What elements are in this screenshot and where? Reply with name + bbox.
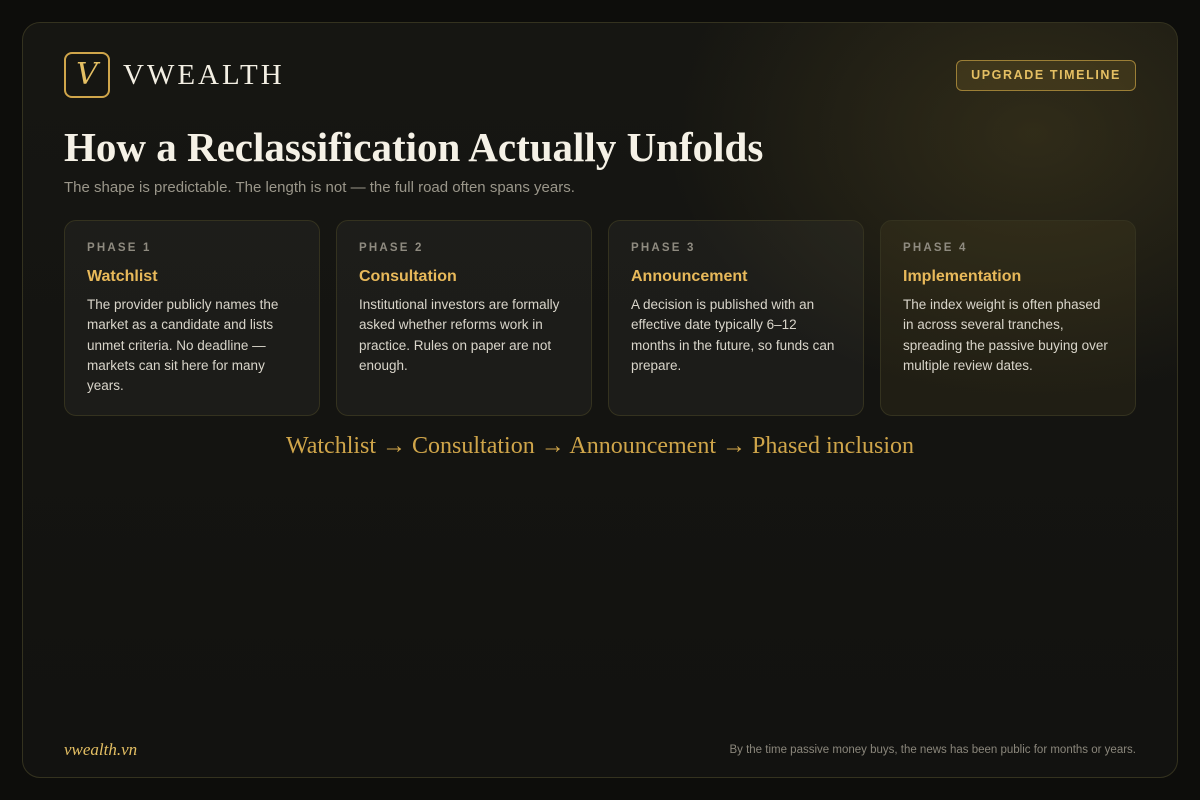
phase-title: Implementation	[903, 268, 1022, 285]
footer-site-link[interactable]: vwealth.vn	[64, 740, 138, 759]
logo-letter: V	[76, 57, 98, 92]
phase-card-4	[880, 220, 1136, 416]
phase-title: Watchlist	[87, 268, 158, 285]
phase-title: Announcement	[631, 268, 748, 285]
phase-description: The index weight is often phased in across several tranches, spreading the passive buying over multiple review dates.	[903, 297, 1108, 373]
slide-frame	[22, 22, 1178, 778]
phase-card-2	[336, 220, 592, 416]
upgrade-timeline-button[interactable]: UPGRADE TIMELINE	[956, 60, 1136, 91]
brand-logo	[64, 52, 110, 98]
phase-card-1	[64, 220, 320, 416]
phase-label: PHASE 4	[903, 242, 968, 254]
phase-label: PHASE 2	[359, 242, 424, 254]
phase-label: PHASE 1	[87, 242, 152, 254]
phase-description: A decision is published with an effective date typically 6–12 months in the future, so funds can prepare.	[631, 297, 835, 373]
phase-flow-summary: Watchlist → Consultation → Announcement → Phased inclusion	[285, 433, 914, 459]
phase-cards	[64, 220, 1136, 416]
brand-name: VWEALTH	[123, 59, 285, 91]
phase-title: Consultation	[359, 268, 457, 285]
phase-description: The provider publicly names the market as a candidate and lists unmet criteria. No deadline — markets can sit here for many years.	[87, 297, 279, 394]
phase-card-3	[608, 220, 864, 416]
page-title: How a Reclassification Actually Unfolds	[64, 124, 764, 170]
page-subtitle: The shape is predictable. The length is not — the full road often spans years.	[64, 179, 575, 196]
footer-note: By the time passive money buys, the news has been public for months or years.	[729, 744, 1136, 756]
phase-description: Institutional investors are formally asked whether reforms work in practice. Rules on paper are not enough.	[359, 297, 560, 373]
phase-label: PHASE 3	[631, 242, 696, 254]
